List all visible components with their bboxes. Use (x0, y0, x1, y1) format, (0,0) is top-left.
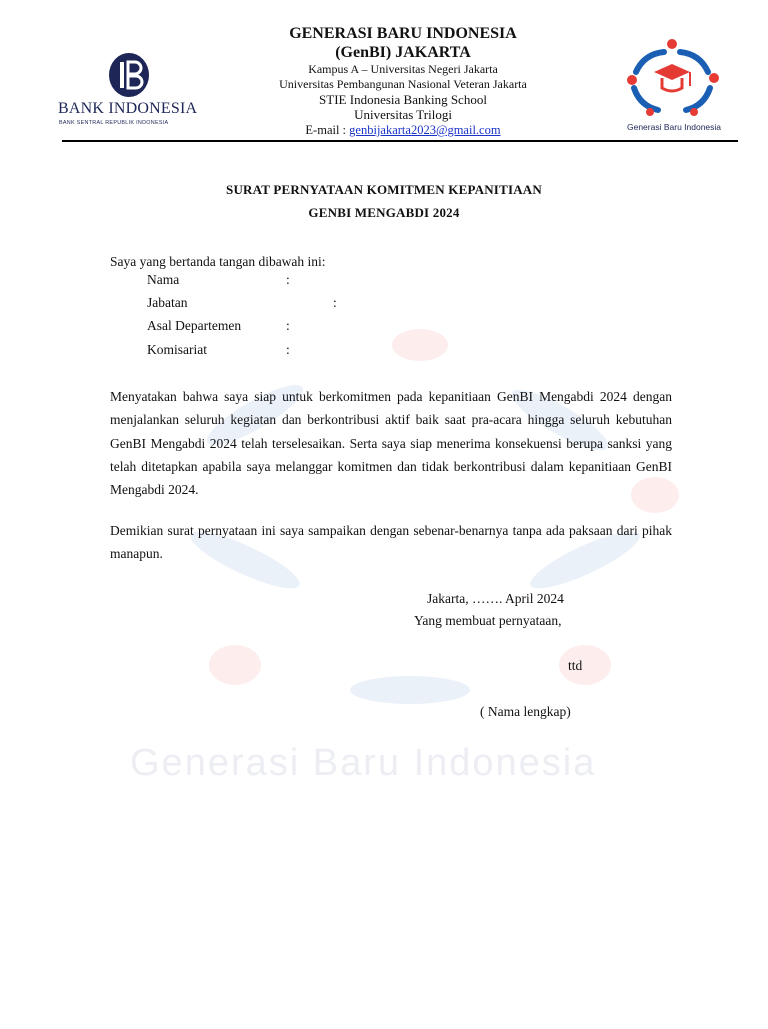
campus-line: Kampus A – Universitas Negeri Jakarta (308, 62, 498, 76)
email-label: E-mail : (305, 123, 350, 137)
field-label-komisariat: Komisariat (147, 342, 207, 357)
field-separator: : (286, 318, 290, 333)
signature-ttd: ttd (568, 658, 583, 673)
letterhead-divider (62, 140, 738, 142)
bank-indonesia-emblem-icon (108, 52, 150, 98)
genbi-logo-name: Generasi Baru Indonesia (626, 122, 722, 132)
org-subtitle: (GenBI) JAKARTA (335, 44, 471, 61)
signer-name-placeholder: ( Nama lengkap) (480, 704, 571, 719)
email-link[interactable]: genbijakarta2023@gmail.com (349, 123, 501, 137)
field-label-nama: Nama (147, 272, 180, 287)
document-subtitle: GENBI MENGABDI 2024 (308, 205, 460, 220)
genbi-emblem-icon (624, 38, 720, 118)
document-title: SURAT PERNYATAAN KOMITMEN KEPANITIAAN (226, 182, 542, 197)
field-label-jabatan: Jabatan (147, 295, 188, 310)
email-line (230, 122, 576, 138)
org-name: GENERASI BARU INDONESIA (289, 25, 517, 42)
place-date: Jakarta, ……. April 2024 (427, 591, 564, 606)
field-label-asal-departemen: Asal Departemen (147, 318, 242, 333)
campus-line: Universitas Pembangunan Nasional Veteran Jakarta (279, 77, 527, 91)
bank-indonesia-subtitle: BANK SENTRAL REPUBLIK INDONESIA (59, 120, 169, 126)
commitment-paragraph: Menyatakan bahwa saya siap untuk berkomitmen pada kepanitiaan GenBI Mengabdi 2024 dengan menjalankan seluruh kegiatan dan berkontribusi aktif baik saat pra-acara hingga seluruh kebutuhan GenBI Mengabdi 2024 telah terselesaikan. Serta saya siap menerima konsekuensi berupa sanksi yang telah ditetapkan apabila saya melanggar komitmen dan tidak berkontribusi dalam kepanitiaan GenBI Mengabdi 2024. (110, 389, 672, 498)
bank-indonesia-name: BANK INDONESIA (58, 100, 198, 117)
intro-text: Saya yang bertanda tangan dibawah ini: (110, 254, 326, 269)
campus-line: Universitas Trilogi (354, 107, 452, 122)
field-separator: : (286, 272, 290, 287)
letterhead-text (230, 24, 576, 138)
campus-line: STIE Indonesia Banking School (319, 92, 487, 107)
watermark-text: Generasi Baru Indonesia (130, 742, 597, 784)
declarant-label: Yang membuat pernyataan, (414, 613, 562, 628)
closing-paragraph: Demikian surat pernyataan ini saya sampaikan dengan sebenar-benarnya tanpa ada paksaan dari pihak manapun. (110, 523, 672, 562)
field-separator: : (333, 295, 337, 310)
field-separator: : (286, 342, 290, 357)
